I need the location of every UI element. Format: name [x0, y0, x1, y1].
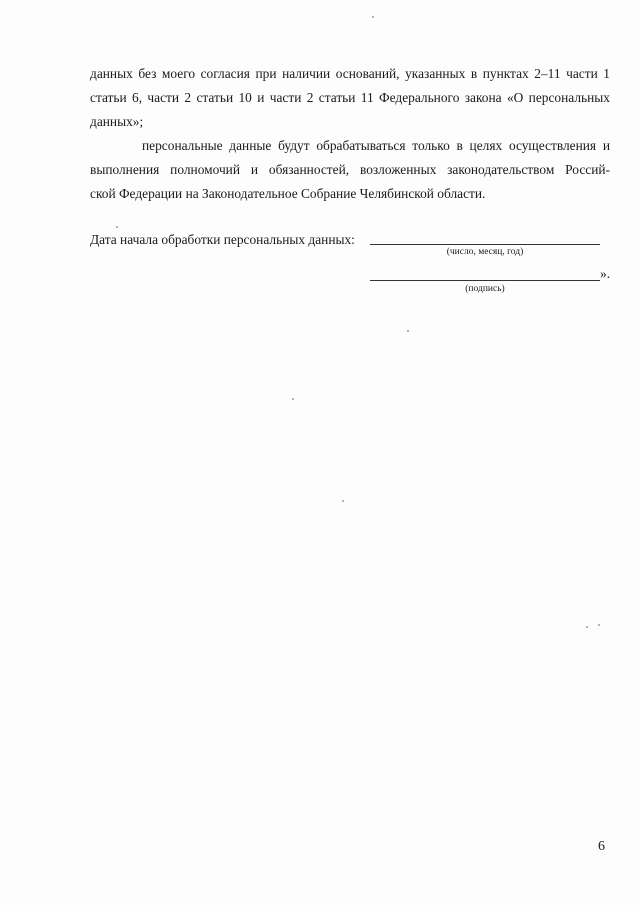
signature-field-caption: (подпись)	[465, 284, 505, 294]
paragraph-line: данных»;	[90, 114, 144, 129]
paragraph-line: ской Федерации на Законодательное Собрание Челябинской области.	[90, 186, 486, 201]
date-field-caption: (число, месяц, год)	[446, 247, 524, 257]
scan-speck	[407, 330, 409, 332]
paragraph-line: данных без моего согласия при наличии оснований, указанных в пунктах 2–11 части 1	[90, 66, 610, 81]
paragraph-consent-grounds	[90, 62, 610, 134]
scan-speck	[342, 500, 344, 502]
scan-speck	[372, 16, 374, 18]
scan-speck	[116, 226, 118, 228]
paragraph-line: статьи 6, части 2 статьи 10 и части 2 статьи 11 Федерального закона «О персональных	[90, 90, 610, 105]
processing-start-date-label: Дата начала обработки персональных данных:	[90, 232, 355, 247]
signature-closing-quote: ».	[600, 266, 611, 281]
signature-field[interactable]	[370, 280, 600, 281]
page-number: 6	[598, 839, 605, 854]
scan-speck	[292, 398, 294, 400]
paragraph-line-indented	[90, 134, 610, 158]
processing-start-date-field[interactable]	[370, 244, 600, 245]
paragraph-line: выполнения полномочий и обязанностей, возложенных законодательством Россий-	[90, 162, 610, 177]
scan-speck	[598, 624, 600, 626]
paragraph-line-text: персональные данные будут обрабатываться только в целях осуществления и	[142, 138, 610, 153]
scan-speck	[586, 626, 588, 628]
paragraph-processing-purpose	[90, 134, 610, 206]
